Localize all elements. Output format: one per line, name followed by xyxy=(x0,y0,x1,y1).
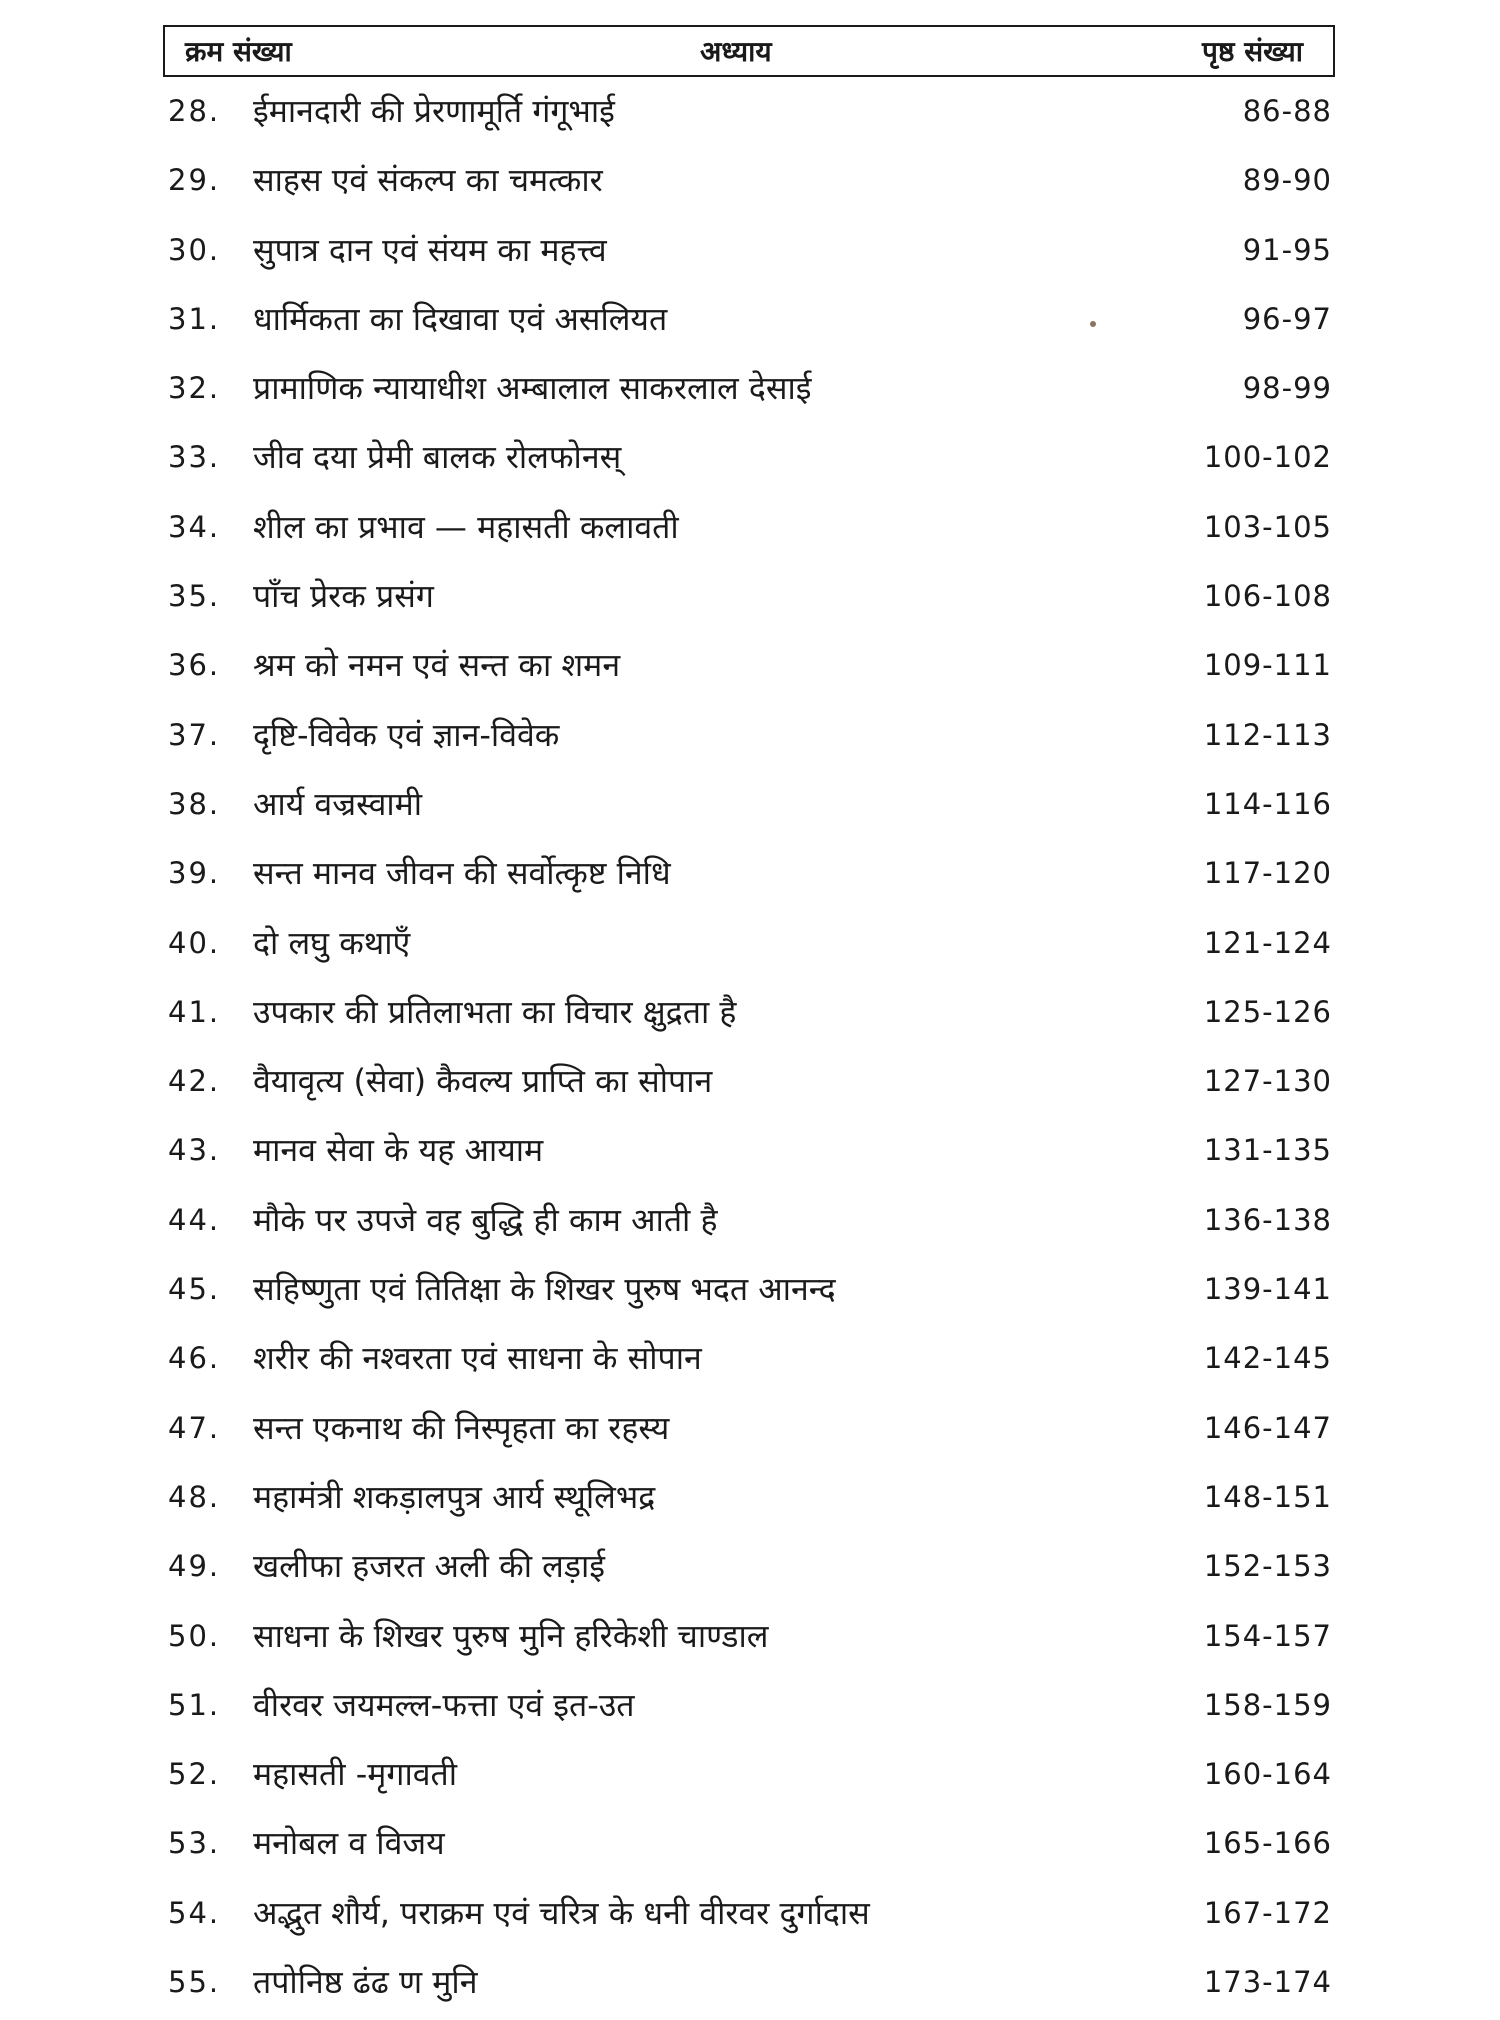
entry-number: 52. xyxy=(168,1757,221,1792)
entry-title: सुपात्र दान एवं संयम का महत्त्व xyxy=(253,230,607,269)
entry-pages: 148-151 xyxy=(1203,1479,1332,1514)
table-row xyxy=(0,80,1500,149)
entry-number: 40. xyxy=(168,925,221,960)
entry-pages: 152-153 xyxy=(1203,1549,1332,1584)
entry-number: 34. xyxy=(168,509,221,544)
entry-pages: 131-135 xyxy=(1203,1133,1332,1168)
entry-pages: 165-166 xyxy=(1203,1826,1332,1861)
entry-title: खलीफा हजरत अली की लड़ाई xyxy=(253,1547,605,1586)
entry-title: मानव सेवा के यह आयाम xyxy=(253,1131,544,1170)
entry-number: 51. xyxy=(168,1687,221,1722)
entry-pages: 109-111 xyxy=(1203,648,1332,683)
table-row xyxy=(0,357,1500,426)
table-row xyxy=(0,565,1500,634)
entry-title: जीव दया प्रेमी बालक रोलफोनस् xyxy=(253,438,622,477)
entry-pages: 114-116 xyxy=(1203,786,1332,821)
entry-pages: 112-113 xyxy=(1203,717,1332,752)
entry-pages: 139-141 xyxy=(1203,1272,1332,1307)
table-row xyxy=(0,426,1500,495)
table-row xyxy=(0,1882,1500,1951)
entry-title: महासती -मृगावती xyxy=(253,1755,458,1794)
table-row xyxy=(0,842,1500,911)
entry-title: मनोबल व विजय xyxy=(253,1824,445,1863)
header-chapter: अध्याय xyxy=(700,35,772,68)
entry-pages: 173-174 xyxy=(1203,1965,1332,2000)
entry-title: आर्य वज्रस्वामी xyxy=(253,784,423,823)
entry-number: 31. xyxy=(168,301,221,336)
entry-title: वैयावृत्य (सेवा) कैवल्य प्राप्ति का सोपान xyxy=(253,1062,713,1101)
entry-title: श्रम को नमन एवं सन्त का शमन xyxy=(253,646,621,685)
entry-number: 43. xyxy=(168,1133,221,1168)
entry-pages: 86-88 xyxy=(1242,94,1332,128)
entry-number: 42. xyxy=(168,1064,221,1099)
entry-number: 55. xyxy=(168,1965,221,2000)
entry-number: 32. xyxy=(168,371,221,406)
entry-title: महामंत्री शकड़ालपुत्र आर्य स्थूलिभद्र xyxy=(253,1477,656,1516)
entry-title: प्रामाणिक न्यायाधीश अम्बालाल साकरलाल देसाई xyxy=(253,369,812,408)
entry-title: पाँच प्रेरक प्रसंग xyxy=(253,577,434,616)
table-row xyxy=(0,1050,1500,1119)
table-row xyxy=(0,1119,1500,1188)
entry-title: मौके पर उपजे वह बुद्धि ही काम आती है xyxy=(253,1200,718,1239)
entry-pages: 103-105 xyxy=(1203,509,1332,544)
table-row xyxy=(0,496,1500,565)
entry-number: 54. xyxy=(168,1895,221,1930)
table-row xyxy=(0,912,1500,981)
table-row xyxy=(0,981,1500,1050)
table-header xyxy=(163,25,1335,77)
entry-number: 29. xyxy=(168,163,221,198)
entry-title: साधना के शिखर पुरुष मुनि हरिकेशी चाण्डाल xyxy=(253,1616,769,1655)
entry-pages: 106-108 xyxy=(1203,579,1332,614)
entry-pages: 146-147 xyxy=(1203,1410,1332,1445)
paper-speck xyxy=(1090,321,1096,327)
table-row xyxy=(0,704,1500,773)
entry-number: 49. xyxy=(168,1549,221,1584)
table-row xyxy=(0,1951,1500,2020)
entry-title: शरीर की नश्वरता एवं साधना के सोपान xyxy=(253,1339,702,1378)
entry-pages: 89-90 xyxy=(1242,163,1332,198)
entry-title: दृष्टि-विवेक एवं ज्ञान-विवेक xyxy=(253,715,560,754)
entry-number: 48. xyxy=(168,1479,221,1514)
table-row xyxy=(0,1397,1500,1466)
entry-number: 28. xyxy=(168,94,221,128)
entry-number: 38. xyxy=(168,786,221,821)
header-serial: क्रम संख्या xyxy=(185,35,292,68)
table-row xyxy=(0,288,1500,357)
entry-number: 46. xyxy=(168,1341,221,1376)
entry-number: 47. xyxy=(168,1410,221,1445)
entry-title: शील का प्रभाव — महासती कलावती xyxy=(253,507,679,546)
entry-number: 44. xyxy=(168,1202,221,1237)
entry-title: साहस एवं संकल्प का चमत्कार xyxy=(253,161,603,200)
table-row xyxy=(0,1674,1500,1743)
table-row xyxy=(0,1535,1500,1604)
table-row xyxy=(0,634,1500,703)
entry-pages: 167-172 xyxy=(1203,1895,1332,1930)
table-row xyxy=(0,1189,1500,1258)
entry-pages: 160-164 xyxy=(1203,1757,1332,1792)
table-row xyxy=(0,1743,1500,1812)
entry-title: सन्त मानव जीवन की सर्वोत्कृष्ट निधि xyxy=(253,854,671,893)
entry-pages: 96-97 xyxy=(1242,301,1332,336)
entry-number: 35. xyxy=(168,579,221,614)
entry-number: 50. xyxy=(168,1618,221,1653)
entry-pages: 136-138 xyxy=(1203,1202,1332,1237)
entry-pages: 127-130 xyxy=(1203,1064,1332,1099)
entry-number: 33. xyxy=(168,440,221,475)
entry-pages: 121-124 xyxy=(1203,925,1332,960)
contents-list xyxy=(0,80,1500,2020)
table-row xyxy=(0,1605,1500,1674)
entry-title: उपकार की प्रतिलाभता का विचार क्षुद्रता है xyxy=(253,992,737,1031)
table-row xyxy=(0,149,1500,218)
table-row xyxy=(0,219,1500,288)
entry-pages: 100-102 xyxy=(1203,440,1332,475)
entry-number: 36. xyxy=(168,648,221,683)
entry-pages: 117-120 xyxy=(1203,856,1332,891)
entry-number: 45. xyxy=(168,1272,221,1307)
entry-title: ईमानदारी की प्रेरणामूर्ति गंगूभाई xyxy=(253,92,615,130)
table-row xyxy=(0,1258,1500,1327)
entry-number: 53. xyxy=(168,1826,221,1861)
table-row xyxy=(0,1327,1500,1396)
entry-title: वीरवर जयमल्ल-फत्ता एवं इत-उत xyxy=(253,1685,635,1724)
entry-title: दो लघु कथाएँ xyxy=(253,923,411,962)
entry-pages: 154-157 xyxy=(1203,1618,1332,1653)
table-row xyxy=(0,1812,1500,1881)
entry-number: 41. xyxy=(168,994,221,1029)
entry-title: अद्भुत शौर्य, पराक्रम एवं चरित्र के धनी वीरवर दुर्गादास xyxy=(253,1893,870,1932)
entry-title: तपोनिष्ठ ढंढ ण मुनि xyxy=(253,1963,478,2002)
entry-pages: 142-145 xyxy=(1203,1341,1332,1376)
header-page: पृष्ठ संख्या xyxy=(1202,35,1303,68)
entry-pages: 98-99 xyxy=(1242,371,1332,406)
table-row xyxy=(0,1466,1500,1535)
entry-pages: 158-159 xyxy=(1203,1687,1332,1722)
entry-pages: 91-95 xyxy=(1242,232,1332,267)
table-row xyxy=(0,773,1500,842)
entry-title: सहिष्णुता एवं तितिक्षा के शिखर पुरुष भदत आनन्द xyxy=(253,1270,836,1309)
entry-pages: 125-126 xyxy=(1203,994,1332,1029)
entry-number: 30. xyxy=(168,232,221,267)
entry-title: सन्त एकनाथ की निस्पृहता का रहस्य xyxy=(253,1408,670,1447)
entry-number: 37. xyxy=(168,717,221,752)
entry-title: धार्मिकता का दिखावा एवं असलियत xyxy=(253,299,668,338)
entry-number: 39. xyxy=(168,856,221,891)
